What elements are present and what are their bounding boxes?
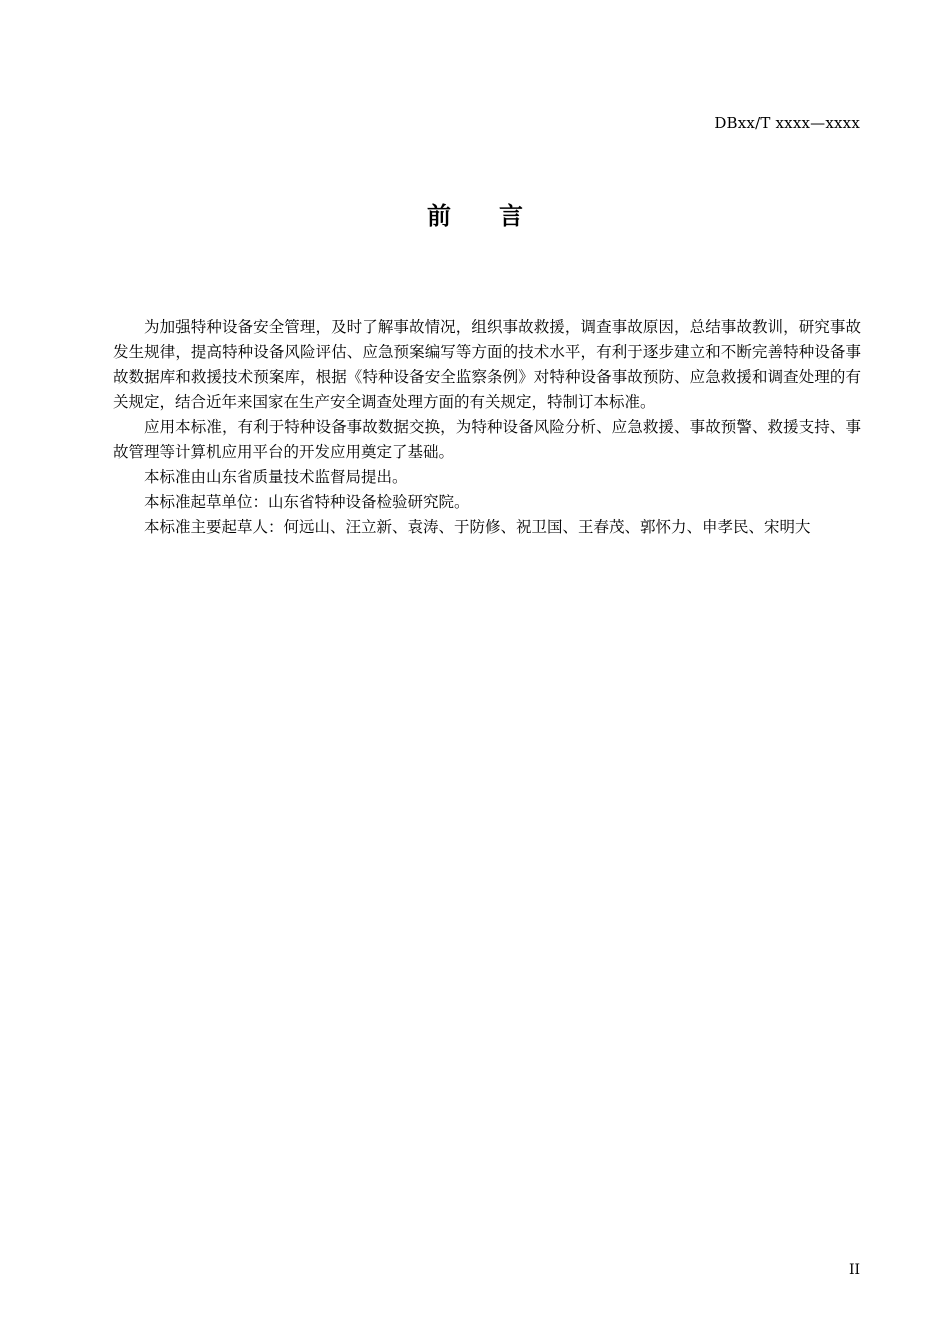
page-title: 前 言 <box>427 201 523 230</box>
paragraph-drafting-unit: 本标准起草单位：山东省特种设备检验研究院。 <box>144 493 470 511</box>
page-number: II <box>848 1262 860 1278</box>
document-code: DBxx/T xxxx—xxxx <box>714 114 860 132</box>
paragraph-drafters: 本标准主要起草人：何远山、汪立新、袁涛、于防修、祝卫国、王春茂、郭怀力、申孝民、宋明大 <box>144 518 811 536</box>
paragraph-purpose: 为加强特种设备安全管理，及时了解事故情况，组织事故救援，调查事故原因，总结事故教训，研究事故发生规律，提高特种设备风险评估、应急预案编写等方面的技术水平，有利于逐步建立和不断完善特种设备事故数据库和救援技术预案库，根据《特种设备安全监察条例》对特种设备事故预防、应急救援和调查处理的有关规定，结合近年来国家在生产安全调查处理方面的有关规定，特制订本标准。 <box>113 318 861 411</box>
paragraph-proposer: 本标准由山东省质量技术监督局提出。 <box>144 468 408 486</box>
preface-body <box>113 315 861 540</box>
paragraph-application: 应用本标准，有利于特种设备事故数据交换，为特种设备风险分析、应急救援、事故预警、救援支持、事故管理等计算机应用平台的开发应用奠定了基础。 <box>113 418 861 461</box>
